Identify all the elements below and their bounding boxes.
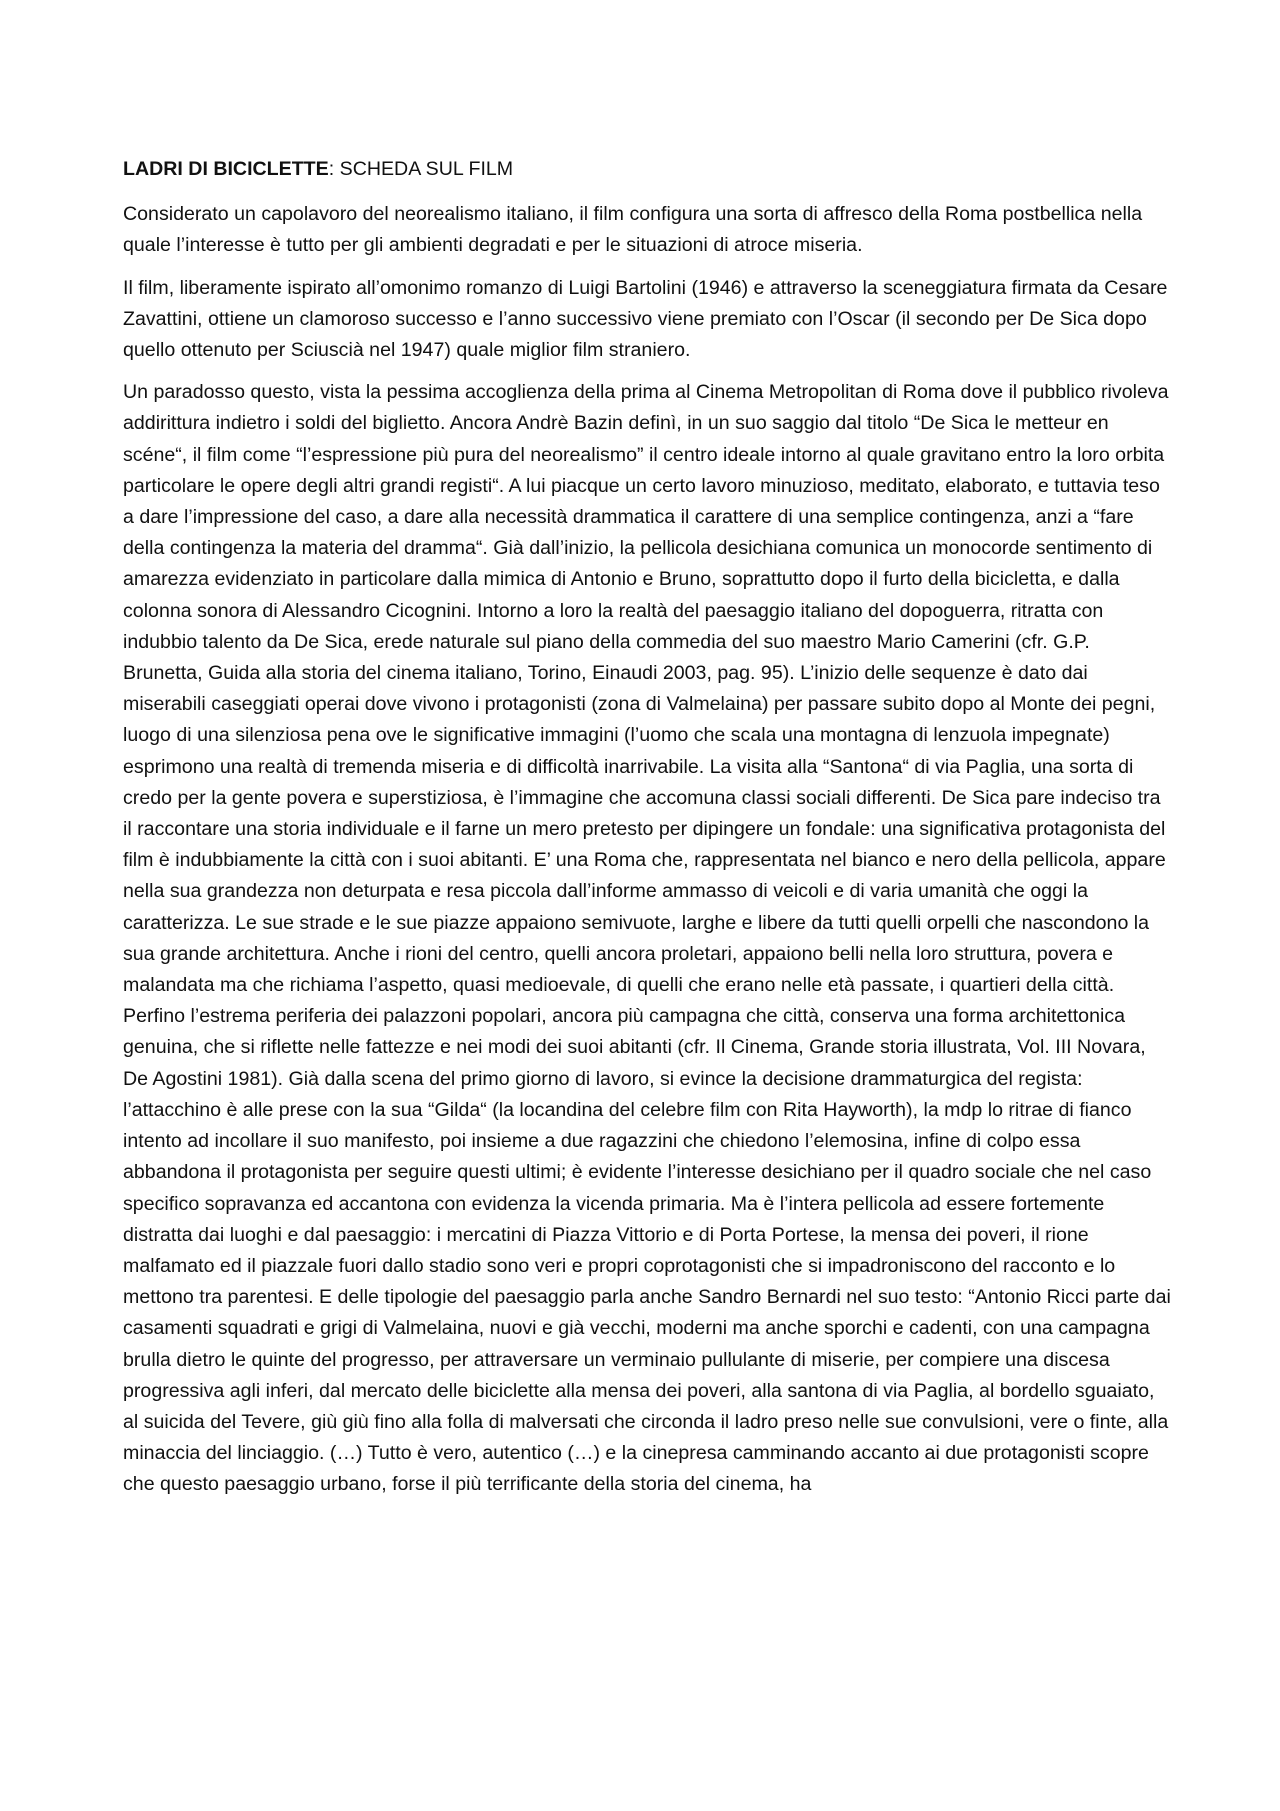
- document-body: [123, 154, 1173, 1512]
- paragraph-production: Il film, liberamente ispirato all’omonimo romanzo di Luigi Bartolini (1946) e attraverso la sceneggiatura firmata da Cesare Zavattini, ottiene un clamoroso successo e l’anno successivo viene premiato con l’Oscar (il secondo per De Sica dopo quello ottenuto per Sciuscià nel 1947) quale miglior film straniero.: [123, 276, 1168, 362]
- paragraph-intro: Considerato un capolavoro del neorealismo italiano, il film configura una sorta di affresco della Roma postbellica nella quale l’interesse è tutto per gli ambienti degradati e per le situazioni di atroce miseria.: [123, 203, 1143, 257]
- title-bold: LADRI DI BICICLETTE: [123, 158, 329, 180]
- paragraph-analysis: Un paradosso questo, vista la pessima accoglienza della prima al Cinema Metropolitan di Roma dove il pubblico rivoleva addirittura indietro i soldi del biglietto. Ancora Andrè Bazin definì, in un suo saggio dal titolo “De Sica le metteur en scéne“, il film come “l’espressione più pura del neorealismo” il centro ideale intorno al quale gravitano entro la loro orbita particolare le opere degli altri grandi registi“. A lui piacque un certo lavoro minuzioso, meditato, elaborato, e tuttavia teso a dare l’impressione del caso, a dare alla necessità drammatica il carattere di una semplice contingenza, anzi a “fare della contingenza la materia del dramma“. Già dall’inizio, la pellicola desichiana comunica un monocorde sentimento di amarezza evidenziato in particolare dalla mimica di Antonio e Bruno, soprattutto dopo il furto della bicicletta, e dalla colonna sonora di Alessandro Cicognini. Intorno a loro la realtà del paesaggio italiano del dopoguerra, ritratta con indubbio talento da De Sica, erede naturale sul piano della commedia del suo maestro Mario Camerini (cfr. G.P. Brunetta, Guida alla storia del cinema italiano, Torino, Einaudi 2003, pag. 95). L’inizio delle sequenze è dato dai miserabili caseggiati operai dove vivono i protagonisti (zona di Valmelaina) per passare subito dopo al Monte dei pegni, luogo di una silenziosa pena ove le significative immagini (l’uomo che scala una montagna di lenzuola impegnate) esprimono una realtà di tremenda miseria e di difficoltà inarrivabile. La visita alla “Santona“ di via Paglia, una sorta di credo per la gente povera e superstiziosa, è l’immagine che accomuna classi sociali differenti. De Sica pare indeciso tra il raccontare una storia individuale e il farne un mero pretesto per dipingere un fondale: una significativa protagonista del film è indubbiamente la città con i suoi abitanti. E’ una Roma che, rappresentata nel bianco e nero della pellicola, appare nella sua grandezza non deturpata e resa piccola dall’informe ammasso di veicoli e di varia umanità che oggi la caratterizza. Le sue strade e le sue piazze appaiono semivuote, larghe e libere da tutti quelli orpelli che nascondono la sua grande architettura. Anche i rioni del centro, quelli ancora proletari, appaiono belli nella loro struttura, povera e malandata ma che richiama l’aspetto, quasi medioevale, di quelli che erano nelle età passate, i quartieri della città. Perfino l’estrema periferia dei palazzoni popolari, ancora più campagna che città, conserva una forma architettonica genuina, che si riflette nelle fattezze e nei modi dei suoi abitanti (cfr. Il Cinema, Grande storia illustrata, Vol. III Novara, De Agostini 1981). Già dalla scena del primo giorno di lavoro, si evince la decisione drammaturgica del regista: l’attacchino è alle prese con la sua “Gilda“ (la locandina del celebre film con Rita Hayworth), la mdp lo ritrae di fianco intento ad incollare il suo manifesto, poi insieme a due ragazzini che chiedono l’elemosina, infine di colpo essa abbandona il protagonista per seguire questi ultimi; è evidente l’interesse desichiano per il quadro sociale che nel caso specifico sopravanza ed accantona con evidenza la vicenda primaria. Ma è l’intera pellicola ad essere fortemente distratta dai luoghi e dal paesaggio: i mercatini di Piazza Vittorio e di Porta Portese, la mensa dei poveri, il rione malfamato ed il piazzale fuori dallo stadio sono veri e propri coprotagonisti che si impadroniscono del racconto e lo mettono tra parentesi. E delle tipologie del paesaggio parla anche Sandro Bernardi nel suo testo: “Antonio Ricci parte dai casamenti squadrati e grigi di Valmelaina, nuovi e già vecchi, moderni ma anche sporchi e cadenti, con una campagna brulla dietro le quinte del progresso, per attraversare un verminaio pullulante di miserie, per compiere una discesa progressiva agli inferi, dal mercato delle biciclette alla mensa dei poveri, alla santona di via Paglia, al bordello sguaiato, al suicida del Tevere, giù giù fino alla folla di malversati che circonda il ladro preso nelle sue convulsioni, vere o finte, alla minaccia del linciaggio. (…) Tutto è vero, autentico (…) e la cinepresa camminando accanto ai due protagonisti scopre che questo paesaggio urbano, forse il più terrificante della storia del cinema, ha: [123, 381, 1171, 1496]
- title-rest: : SCHEDA SUL FILM: [328, 158, 514, 180]
- document-title: [123, 154, 1173, 185]
